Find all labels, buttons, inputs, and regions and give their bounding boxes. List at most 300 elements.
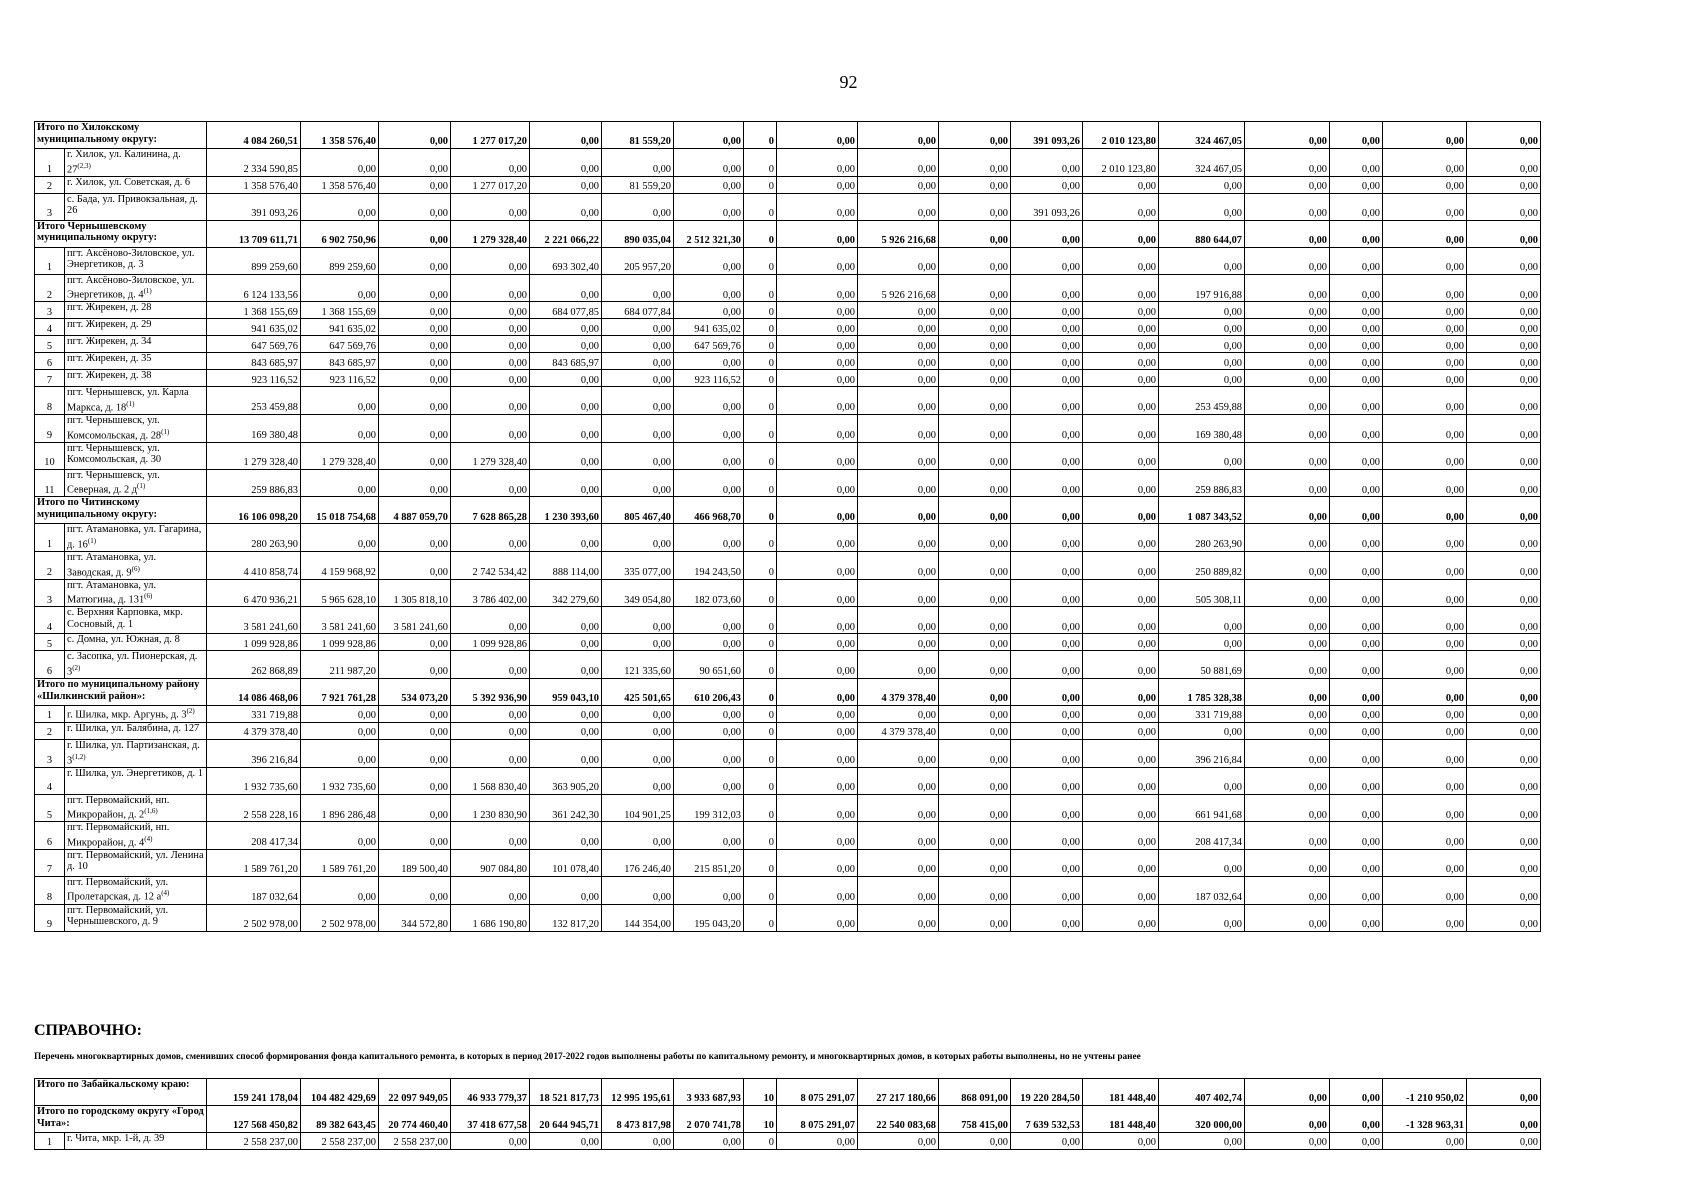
amount-cell: 0,00 <box>1383 497 1467 524</box>
amount-cell: 0,00 <box>1383 794 1467 822</box>
total-row <box>35 220 1541 247</box>
amount-cell: 0,00 <box>777 319 858 336</box>
amount-cell: 121 335,60 <box>602 651 674 679</box>
amount-cell: 0,00 <box>777 794 858 822</box>
amount-cell: 0,00 <box>1383 739 1467 767</box>
amount-cell: 0,00 <box>301 722 379 739</box>
amount-cell: 0,00 <box>939 1133 1011 1150</box>
address-text: пгт. Чернышевск, ул. Комсомольская, д. 30 <box>67 442 162 466</box>
amount-cell: 0,00 <box>1011 678 1083 705</box>
amount-cell: 5 926 216,68 <box>858 274 939 302</box>
amount-cell: 0,00 <box>1383 176 1467 193</box>
amount-cell: 181 448,40 <box>1083 1106 1159 1133</box>
amount-cell: 0,00 <box>858 319 939 336</box>
amount-cell: 2 221 066,22 <box>530 220 602 247</box>
amount-cell: 0,00 <box>858 705 939 722</box>
amount-cell: 0,00 <box>1467 849 1541 876</box>
row-number: 10 <box>35 442 65 469</box>
amount-cell: 7 628 865,28 <box>451 497 530 524</box>
amount-cell: 211 987,20 <box>301 651 379 679</box>
amount-cell: 1 277 017,20 <box>451 176 530 193</box>
amount-cell: 0,00 <box>379 247 451 274</box>
amount-cell: 0,00 <box>1383 705 1467 722</box>
amount-cell: 0,00 <box>451 822 530 850</box>
amount-cell: 0,00 <box>939 274 1011 302</box>
amount-cell: 0,00 <box>1383 1133 1467 1150</box>
amount-cell: 0,00 <box>530 876 602 904</box>
amount-cell: 0,00 <box>1330 149 1383 177</box>
amount-cell: 0,00 <box>1467 469 1541 497</box>
amount-cell: 0,00 <box>379 767 451 794</box>
amount-cell: 0,00 <box>451 607 530 634</box>
amount-cell: 4 159 968,92 <box>301 551 379 579</box>
amount-cell: 1 932 735,60 <box>207 767 301 794</box>
address-cell <box>65 353 207 370</box>
amount-cell: 0,00 <box>1467 678 1541 705</box>
amount-cell: 0,00 <box>1159 370 1245 387</box>
table-row <box>35 722 1541 739</box>
row-number: 6 <box>35 353 65 370</box>
amount-cell: 0,00 <box>301 705 379 722</box>
amount-cell: 7 639 532,53 <box>1011 1106 1083 1133</box>
amount-cell: 0,00 <box>1383 370 1467 387</box>
amount-cell: 20 774 460,40 <box>379 1106 451 1133</box>
address-cell <box>65 579 207 607</box>
table-row <box>35 849 1541 876</box>
amount-cell: 1 358 576,40 <box>301 122 379 149</box>
amount-cell: 0,00 <box>1330 193 1383 220</box>
address-cell <box>65 302 207 319</box>
amount-cell: 0,00 <box>1245 524 1330 552</box>
amount-cell: 0,00 <box>674 414 744 442</box>
amount-cell: 0,00 <box>674 607 744 634</box>
amount-cell: 324 467,05 <box>1159 149 1245 177</box>
address-text: с. Засопка, ул. Пионерская, д. 3 <box>67 651 198 678</box>
amount-cell: 0,00 <box>1011 551 1083 579</box>
amount-cell: 0,00 <box>379 651 451 679</box>
amount-cell: 0,00 <box>858 302 939 319</box>
table-row <box>35 651 1541 679</box>
amount-cell: 0,00 <box>602 1133 674 1150</box>
amount-cell: 1 686 190,80 <box>451 904 530 931</box>
amount-cell: 0,00 <box>1467 524 1541 552</box>
amount-cell: 22 097 949,05 <box>379 1079 451 1106</box>
amount-cell: 0,00 <box>674 442 744 469</box>
row-number: 4 <box>35 607 65 634</box>
address-text: пгт. Первомайский, нп. Микрорайон, д. 2 <box>67 794 170 821</box>
amount-cell: 0 <box>744 469 777 497</box>
amount-cell: 0,00 <box>674 634 744 651</box>
amount-cell: 0,00 <box>674 705 744 722</box>
amount-cell: 0 <box>744 302 777 319</box>
amount-cell: 0,00 <box>777 122 858 149</box>
amount-cell: 0,00 <box>602 387 674 415</box>
amount-cell: 0,00 <box>1467 705 1541 722</box>
amount-cell: 0,00 <box>777 193 858 220</box>
amount-cell: 0,00 <box>1245 767 1330 794</box>
total-label: Итого по Хилокскому муниципальному округу: <box>35 122 207 149</box>
amount-cell: 195 043,20 <box>674 904 744 931</box>
footnote-marker: (2) <box>186 706 195 715</box>
amount-cell: 0,00 <box>777 767 858 794</box>
amount-cell: 0,00 <box>451 387 530 415</box>
amount-cell: 0 <box>744 678 777 705</box>
amount-cell: 0,00 <box>530 176 602 193</box>
amount-cell: 0,00 <box>858 497 939 524</box>
amount-cell: 0,00 <box>1467 876 1541 904</box>
amount-cell: 0,00 <box>939 651 1011 679</box>
amount-cell: 253 459,88 <box>207 387 301 415</box>
amount-cell: 0,00 <box>530 739 602 767</box>
amount-cell: 0,00 <box>602 149 674 177</box>
amount-cell: 89 382 643,45 <box>301 1106 379 1133</box>
amount-cell: 8 075 291,07 <box>777 1106 858 1133</box>
amount-cell: 0,00 <box>1245 220 1330 247</box>
amount-cell: 0,00 <box>301 822 379 850</box>
amount-cell: 0,00 <box>939 904 1011 931</box>
amount-cell: 0 <box>744 274 777 302</box>
amount-cell: 0,00 <box>939 387 1011 415</box>
amount-cell: 0 <box>744 353 777 370</box>
amount-cell: 880 644,07 <box>1159 220 1245 247</box>
amount-cell: 1 099 928,86 <box>301 634 379 651</box>
amount-cell: 0,00 <box>858 551 939 579</box>
amount-cell: 0,00 <box>1011 904 1083 931</box>
amount-cell: 0,00 <box>530 1133 602 1150</box>
amount-cell: 0,00 <box>1467 319 1541 336</box>
amount-cell: 3 581 241,60 <box>301 607 379 634</box>
amount-cell: 0,00 <box>1383 149 1467 177</box>
amount-cell: 0,00 <box>1383 678 1467 705</box>
amount-cell: 0,00 <box>674 822 744 850</box>
amount-cell: 0,00 <box>1383 442 1467 469</box>
amount-cell: 0,00 <box>1330 722 1383 739</box>
table-row <box>35 767 1541 794</box>
amount-cell: 0,00 <box>1330 469 1383 497</box>
amount-cell: 0,00 <box>379 705 451 722</box>
amount-cell: 0,00 <box>1083 904 1159 931</box>
amount-cell: 0,00 <box>1083 274 1159 302</box>
amount-cell: 0,00 <box>1083 579 1159 607</box>
address-text: пгт. Жирекен, д. 34 <box>67 336 152 348</box>
amount-cell: 0 <box>744 705 777 722</box>
amount-cell: 0,00 <box>530 149 602 177</box>
amount-cell: 159 241 178,04 <box>207 1079 301 1106</box>
amount-cell: 0,00 <box>1330 651 1383 679</box>
amount-cell: 1 305 818,10 <box>379 579 451 607</box>
address-text: пгт. Атамановка, ул. Матюгина, д. 131 <box>67 579 157 606</box>
amount-cell: 208 417,34 <box>1159 822 1245 850</box>
amount-cell: 0,00 <box>1467 442 1541 469</box>
amount-cell: 0,00 <box>1383 767 1467 794</box>
amount-cell: 0,00 <box>451 274 530 302</box>
table-row <box>35 370 1541 387</box>
amount-cell: 0,00 <box>1245 302 1330 319</box>
amount-cell: 0,00 <box>602 370 674 387</box>
amount-cell: 0,00 <box>1245 497 1330 524</box>
amount-cell: 0,00 <box>1083 822 1159 850</box>
amount-cell: 1 279 328,40 <box>207 442 301 469</box>
address-cell <box>65 739 207 767</box>
amount-cell: 0,00 <box>1330 414 1383 442</box>
amount-cell: 923 116,52 <box>301 370 379 387</box>
amount-cell: 0,00 <box>301 414 379 442</box>
amount-cell: 349 054,80 <box>602 579 674 607</box>
amount-cell: 2 742 534,42 <box>451 551 530 579</box>
amount-cell: 0,00 <box>1330 220 1383 247</box>
amount-cell: 0,00 <box>1383 524 1467 552</box>
amount-cell: 0,00 <box>530 274 602 302</box>
amount-cell: 0,00 <box>1083 353 1159 370</box>
amount-cell: 0,00 <box>858 370 939 387</box>
amount-cell: 331 719,88 <box>1159 705 1245 722</box>
amount-cell: 888 114,00 <box>530 551 602 579</box>
address-text: пгт. Жирекен, д. 38 <box>67 370 152 382</box>
amount-cell: 194 243,50 <box>674 551 744 579</box>
amount-cell: 0,00 <box>777 149 858 177</box>
amount-cell: 0,00 <box>1467 122 1541 149</box>
amount-cell: 0,00 <box>602 767 674 794</box>
amount-cell: 0,00 <box>1245 176 1330 193</box>
row-number: 2 <box>35 722 65 739</box>
amount-cell: 0,00 <box>858 794 939 822</box>
amount-cell: 0,00 <box>1383 414 1467 442</box>
amount-cell: 0 <box>744 607 777 634</box>
amount-cell: 0,00 <box>939 193 1011 220</box>
amount-cell: 2 010 123,80 <box>1083 149 1159 177</box>
amount-cell: 0,00 <box>301 149 379 177</box>
amount-cell: 0,00 <box>602 414 674 442</box>
amount-cell: 0 <box>744 849 777 876</box>
amount-cell: 0,00 <box>674 876 744 904</box>
amount-cell: 0,00 <box>674 176 744 193</box>
amount-cell: 0,00 <box>777 651 858 679</box>
amount-cell: 0,00 <box>1245 274 1330 302</box>
amount-cell: 0,00 <box>379 634 451 651</box>
amount-cell: 0,00 <box>777 176 858 193</box>
amount-cell: 0,00 <box>379 274 451 302</box>
address-cell <box>65 767 207 794</box>
amount-cell: 6 470 936,21 <box>207 579 301 607</box>
amount-cell: 0,00 <box>1011 497 1083 524</box>
amount-cell: 0,00 <box>530 607 602 634</box>
amount-cell: 0,00 <box>777 220 858 247</box>
amount-cell: 0,00 <box>1083 678 1159 705</box>
amount-cell: 0,00 <box>1083 634 1159 651</box>
amount-cell: 0,00 <box>1083 336 1159 353</box>
amount-cell: 0,00 <box>1383 247 1467 274</box>
amount-cell: 0,00 <box>674 274 744 302</box>
table-row <box>35 705 1541 722</box>
amount-cell: 0,00 <box>379 469 451 497</box>
amount-cell: 0,00 <box>301 469 379 497</box>
amount-cell: 0,00 <box>1330 551 1383 579</box>
amount-cell: 50 881,69 <box>1159 651 1245 679</box>
amount-cell: 2 512 321,30 <box>674 220 744 247</box>
amount-cell: 0,00 <box>939 319 1011 336</box>
amount-cell: 0,00 <box>1467 1133 1541 1150</box>
amount-cell: 0,00 <box>939 579 1011 607</box>
amount-cell: 0,00 <box>1330 767 1383 794</box>
amount-cell: 0,00 <box>1011 220 1083 247</box>
amount-cell: 0 <box>744 524 777 552</box>
amount-cell: 0,00 <box>379 442 451 469</box>
amount-cell: 2 334 590,85 <box>207 149 301 177</box>
footnote-marker: (2,3) <box>77 161 91 170</box>
amount-cell: 0,00 <box>777 469 858 497</box>
amount-cell: 0,00 <box>858 739 939 767</box>
amount-cell: 2 558 237,00 <box>301 1133 379 1150</box>
row-number: 4 <box>35 767 65 794</box>
amount-cell: 0,00 <box>1159 319 1245 336</box>
amount-cell: 0,00 <box>1245 442 1330 469</box>
amount-cell: 0,00 <box>301 387 379 415</box>
amount-cell: 0 <box>744 722 777 739</box>
address-cell <box>65 387 207 415</box>
amount-cell: 0,00 <box>1330 247 1383 274</box>
amount-cell: 0,00 <box>1467 1106 1541 1133</box>
amount-cell: 0,00 <box>1011 579 1083 607</box>
amount-cell: 0 <box>744 176 777 193</box>
amount-cell: 0,00 <box>1330 739 1383 767</box>
address-cell <box>65 705 207 722</box>
amount-cell: 0,00 <box>301 274 379 302</box>
amount-cell: 0,00 <box>674 302 744 319</box>
amount-cell: 10 <box>744 1106 777 1133</box>
table-row <box>35 247 1541 274</box>
amount-cell: 0,00 <box>1330 370 1383 387</box>
amount-cell: 0,00 <box>1083 651 1159 679</box>
reference-title: СПРАВОЧНО: <box>34 1022 142 1039</box>
amount-cell: 0,00 <box>1330 387 1383 415</box>
amount-cell: 0,00 <box>1330 1106 1383 1133</box>
table-row <box>35 607 1541 634</box>
amount-cell: 0,00 <box>1467 607 1541 634</box>
amount-cell: 0,00 <box>1330 876 1383 904</box>
address-text: пгт. Аксёново-Зиловское, ул. Энергетиков, д. 4 <box>67 274 195 301</box>
amount-cell: 0,00 <box>1011 149 1083 177</box>
table-row <box>35 579 1541 607</box>
amount-cell: 187 032,64 <box>207 876 301 904</box>
amount-cell: 0,00 <box>777 387 858 415</box>
amount-cell: 0,00 <box>1245 387 1330 415</box>
table-row <box>35 794 1541 822</box>
amount-cell: 5 965 628,10 <box>301 579 379 607</box>
address-cell <box>65 551 207 579</box>
amount-cell: 0 <box>744 122 777 149</box>
amount-cell: 0,00 <box>1245 1106 1330 1133</box>
footnote-marker: (1) <box>137 482 146 491</box>
amount-cell: 0,00 <box>1083 387 1159 415</box>
amount-cell: 0,00 <box>1159 442 1245 469</box>
total-row <box>35 497 1541 524</box>
amount-cell: 0,00 <box>602 607 674 634</box>
amount-cell: 5 926 216,68 <box>858 220 939 247</box>
amount-cell: 0,00 <box>939 849 1011 876</box>
amount-cell: 8 473 817,98 <box>602 1106 674 1133</box>
amount-cell: 0,00 <box>1083 705 1159 722</box>
amount-cell: 0,00 <box>1245 193 1330 220</box>
amount-cell: 0,00 <box>1011 370 1083 387</box>
amount-cell: 0,00 <box>301 739 379 767</box>
amount-cell: 0,00 <box>530 336 602 353</box>
amount-cell: 0 <box>744 387 777 415</box>
amount-cell: 0,00 <box>1467 722 1541 739</box>
amount-cell: 0,00 <box>451 319 530 336</box>
amount-cell: 0,00 <box>530 387 602 415</box>
amount-cell: 0,00 <box>1330 176 1383 193</box>
address-text: пгт. Первомайский, ул. Чернышевского, д. 9 <box>67 904 169 928</box>
amount-cell: 0,00 <box>1383 722 1467 739</box>
address-text: с. Бада, ул. Привокзальная, д. 26 <box>67 193 198 217</box>
table-row <box>35 387 1541 415</box>
address-cell <box>65 176 207 193</box>
amount-cell: 0,00 <box>451 469 530 497</box>
address-text: г. Шилка, ул. Партизанская, д. 3 <box>67 739 200 766</box>
footnote-marker: (1,6) <box>144 807 158 816</box>
table-row <box>35 274 1541 302</box>
address-text: г. Хилок, ул. Советская, д. 6 <box>67 176 191 188</box>
amount-cell: 0 <box>744 149 777 177</box>
amount-cell: 0,00 <box>858 336 939 353</box>
total-row <box>35 122 1541 149</box>
amount-cell: 0,00 <box>777 414 858 442</box>
amount-cell: 0,00 <box>530 319 602 336</box>
amount-cell: 199 312,03 <box>674 794 744 822</box>
amount-cell: 0,00 <box>1467 497 1541 524</box>
amount-cell: 5 392 936,90 <box>451 678 530 705</box>
amount-cell: 0,00 <box>939 220 1011 247</box>
address-text: пгт. Жирекен, д. 29 <box>67 319 152 331</box>
amount-cell: 344 572,80 <box>379 904 451 931</box>
amount-cell: 0,00 <box>858 634 939 651</box>
footnote-marker: (4) <box>161 889 170 898</box>
amount-cell: 262 868,89 <box>207 651 301 679</box>
amount-cell: 0,00 <box>777 722 858 739</box>
amount-cell: 0,00 <box>1083 442 1159 469</box>
footnote-marker: (1,2) <box>72 752 86 761</box>
amount-cell: 0,00 <box>1330 497 1383 524</box>
address-cell <box>65 722 207 739</box>
row-number: 1 <box>35 149 65 177</box>
amount-cell: 0,00 <box>858 176 939 193</box>
amount-cell: 0,00 <box>379 524 451 552</box>
address-cell <box>65 274 207 302</box>
amount-cell: 1 358 576,40 <box>207 176 301 193</box>
amount-cell: 0,00 <box>1383 122 1467 149</box>
amount-cell: 391 093,26 <box>1011 122 1083 149</box>
row-number: 1 <box>35 705 65 722</box>
amount-cell: 0,00 <box>379 722 451 739</box>
amount-cell: 0,00 <box>1245 678 1330 705</box>
amount-cell: 0,00 <box>1245 1133 1330 1150</box>
amount-cell: 0,00 <box>1083 193 1159 220</box>
amount-cell: 0,00 <box>379 336 451 353</box>
address-text: пгт. Первомайский, ул. Пролетарская, д. 12 а <box>67 876 169 903</box>
table-row <box>35 822 1541 850</box>
amount-cell: 0,00 <box>939 414 1011 442</box>
footnote-marker: (1) <box>143 287 152 296</box>
amount-cell: 0,00 <box>858 607 939 634</box>
amount-cell: 0,00 <box>379 794 451 822</box>
amount-cell: 0,00 <box>530 469 602 497</box>
amount-cell: 0,00 <box>1083 849 1159 876</box>
amount-cell: 0,00 <box>530 822 602 850</box>
amount-cell: 81 559,20 <box>602 176 674 193</box>
amount-cell: 0,00 <box>451 193 530 220</box>
amount-cell: 0,00 <box>858 149 939 177</box>
amount-cell: 1 568 830,40 <box>451 767 530 794</box>
